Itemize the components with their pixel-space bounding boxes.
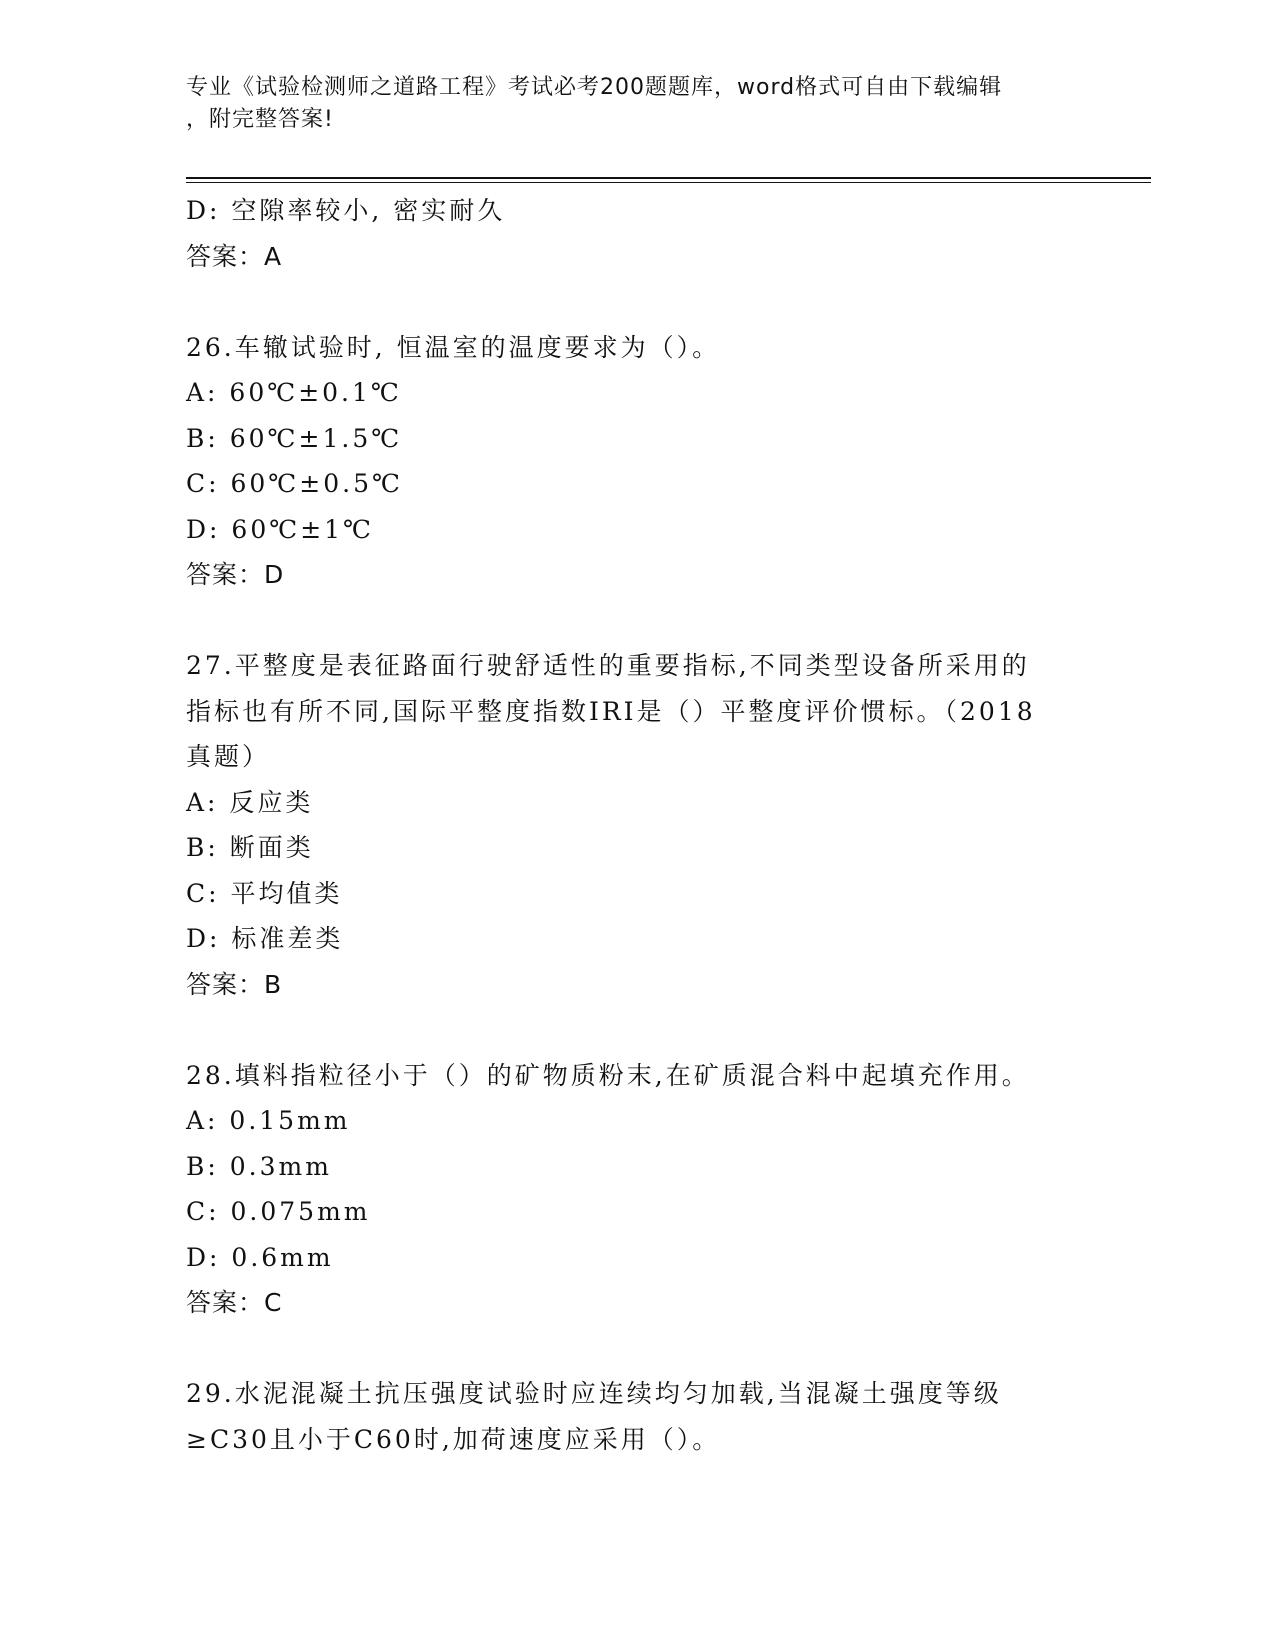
spacer [186,279,1086,325]
spacer [186,1007,1086,1053]
option-b: B: 0.3mm [186,1151,332,1181]
spacer [186,1326,1086,1372]
previous-option-d: D: 空隙率较小, 密实耐久 [186,196,506,225]
option-d: D: 60℃±1℃ [186,514,375,544]
option-c: C: 60℃±0.5℃ [186,469,403,498]
document-body [186,188,1086,1462]
question-26 [186,325,1086,598]
option-a: A: 60℃±0.1℃ [186,378,402,407]
header-title-line-2: ，附完整答案! [186,107,334,132]
header-divider-thick [186,177,1151,179]
question-29 [186,1371,1086,1462]
question-stem-line-3: 真题） [186,742,271,771]
question-27 [186,643,1086,1007]
option-b: B: 断面类 [186,833,314,862]
option-d: D: 0.6mm [186,1242,334,1272]
header-title-line-1: 专业《试验检测师之道路工程》考试必考200题题库，word格式可自由下载编辑 [186,75,1003,100]
question-28 [186,1053,1086,1326]
option-c: C: 平均值类 [186,878,343,908]
spacer [186,598,1086,644]
header-divider-thin [186,182,1151,183]
answer: 答案：B [186,969,283,999]
question-stem: 28.填料指粒径小于（）的矿物质粉末,在矿质混合料中起填充作用。 [186,1060,1030,1090]
option-d: D: 标准差类 [186,924,344,953]
question-stem-line-2: ≥C30且小于C60时,加荷速度应采用（）。 [186,1424,721,1454]
option-a: A: 反应类 [186,787,314,817]
question-stem-line-2: 指标也有所不同,国际平整度指数IRI是（）平整度评价惯标。（2018 [186,696,1036,726]
answer: 答案：C [186,1288,283,1317]
option-a: A: 0.15mm [186,1106,351,1135]
question-stem-line-1: 27.平整度是表征路面行驶舒适性的重要指标,不同类型设备所采用的 [186,651,1030,680]
document-header [186,72,1086,136]
previous-answer: 答案：A [186,241,283,271]
question-stem: 26.车辙试验时, 恒温室的温度要求为（）。 [186,332,721,362]
option-b: B: 60℃±1.5℃ [186,423,403,453]
answer: 答案：D [186,560,285,589]
question-stem-line-1: 29.水泥混凝土抗压强度试验时应连续均匀加载,当混凝土强度等级 [186,1379,1002,1408]
option-c: C: 0.075mm [186,1197,371,1226]
